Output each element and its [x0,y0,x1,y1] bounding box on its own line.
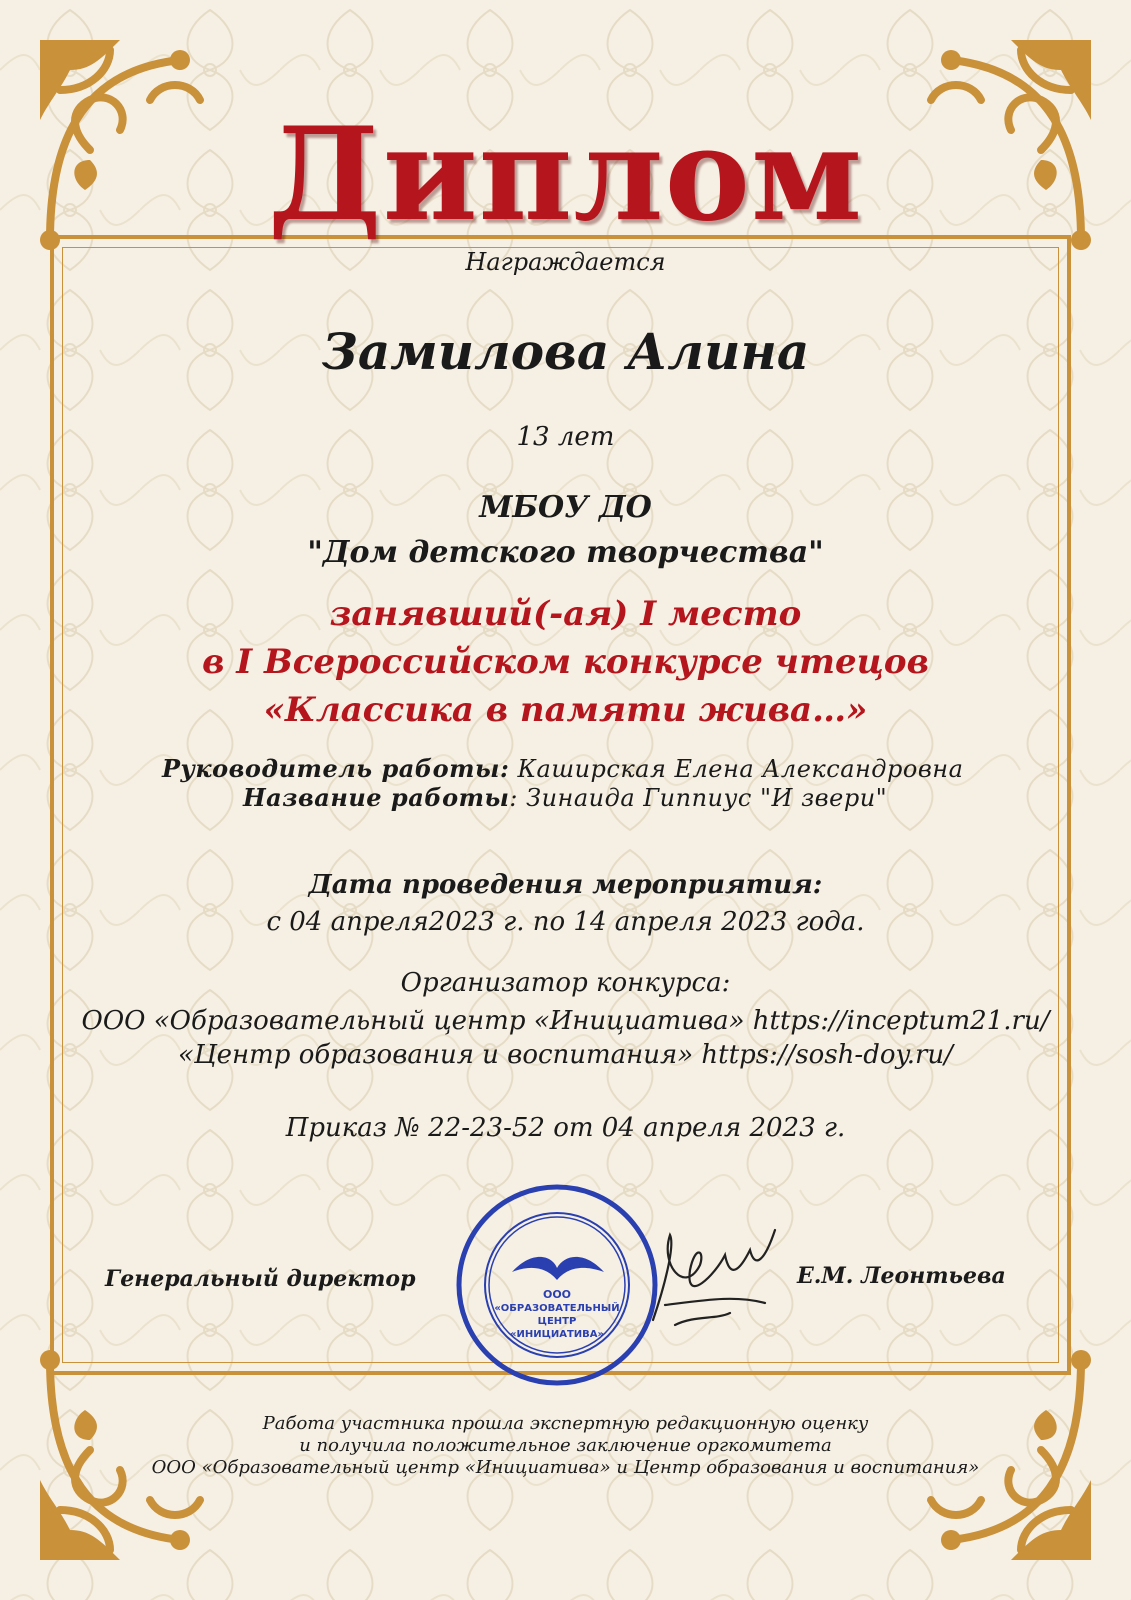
organization-stamp [452,1180,662,1390]
stamp-book-icon [512,1257,604,1280]
director-name: Е.М. Леонтьева [797,1263,1006,1289]
work-line [243,783,887,812]
footer-line-3: ООО «Образовательный центр «Инициатива» и Центр образования и воспитания» [151,1457,980,1478]
awarded-label: Награждается [465,248,666,276]
signature [645,1225,785,1335]
organizer-label: Организатор конкурса: [400,968,731,998]
diploma-title: Диплом [267,100,864,250]
contest-name: «Классика в памяти жива…» [263,690,868,730]
footer-line-2: и получила положительное заключение оргкомитета [299,1435,832,1456]
stamp-text-2: «ОБРАЗОВАТЕЛЬНЫЙ [494,1303,620,1314]
date-label: Дата проведения мероприятия: [308,870,823,900]
order-text: Приказ № 22-23-52 от 04 апреля 2023 г. [285,1113,846,1143]
place-text: занявший(-ая) I место [329,594,802,634]
stamp-text-3: ЦЕНТР [537,1316,577,1327]
work-label: Название работы [243,783,510,812]
recipient-name: Замилова Алина [321,322,810,381]
date-range: с 04 апреля2023 г. по 14 апреля 2023 года. [266,907,865,937]
leader-line [162,754,963,783]
recipient-age: 13 лет [516,422,615,452]
institution-line-2: "Дом детского творчества" [307,535,824,570]
work-value: : Зинаида Гиппиус "И звери" [509,784,888,812]
organizer-line-1: ООО «Образовательный центр «Инициатива» https://inceptum21.ru/ [81,1006,1050,1036]
stamp-text-4: «ИНИЦИАТИВА» [510,1329,604,1340]
leader-value: Каширская Елена Александровна [517,755,964,783]
stamp-text-1: ООО [542,1288,572,1301]
contest-text: в I Всероссийском конкурсе чтецов [202,642,929,682]
director-title: Генеральный директор [105,1266,416,1292]
institution-line-1: МБОУ ДО [479,490,652,525]
organizer-line-2: «Центр образования и воспитания» https://sosh-doy.ru/ [178,1040,953,1070]
leader-label: Руководитель работы: [162,754,510,783]
footer-line-1: Работа участника прошла экспертную редакционную оценку [262,1413,869,1434]
